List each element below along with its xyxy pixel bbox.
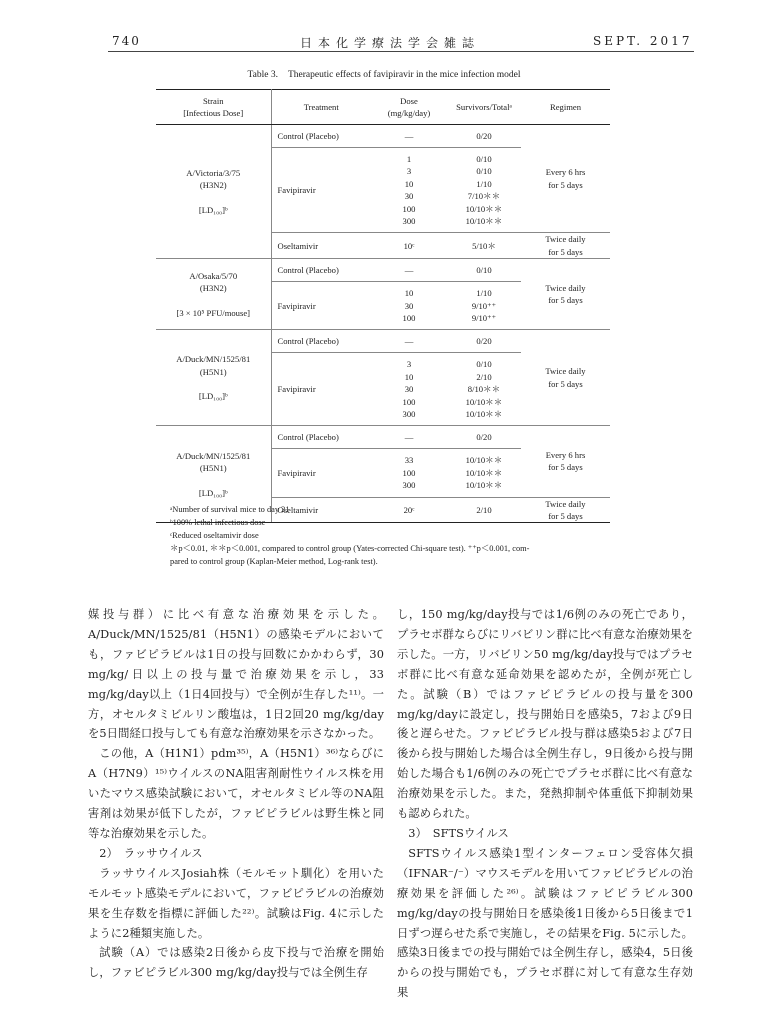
table-row [156,426,610,449]
strain-line: [LD₁₀₀]ᵇ [198,487,228,498]
dose-cell [371,125,447,148]
table-body [156,125,610,523]
strain-line: A/Duck/MN/1525/81 [176,354,251,365]
dose-value: 100 [402,396,416,407]
survivors-value: 8/10＊＊ [467,384,501,395]
paragraph: 試験（A）では感染2日後から皮下投与で治療を開始し，ファビピラビル300 mg/kg/day投与では全例生存 [88,946,384,980]
regimen-line: for 5 days [548,179,583,190]
survivors-value: 10/10＊＊ [465,409,503,419]
strain-cell [156,125,271,259]
strain-line: (H5N1) [199,463,227,474]
survivors-value: 9/10⁺⁺ [471,300,497,311]
header-regimen: Regimen [521,90,610,125]
survivors-value: 1/10 [476,288,492,299]
dose-value: 300 [402,480,416,491]
issue-date: SEPT. 2017 [593,34,693,48]
treatment-cell: Oseltamivir [271,233,371,259]
regimen-line: for 5 days [548,462,583,473]
strain-line: (H3N2) [199,283,227,294]
regimen-line: Every 6 hrs [545,450,586,461]
table-row [156,259,610,282]
regimen-cell [521,233,610,259]
dose-value: 10 [404,371,414,382]
strain-line: [3 × 10⁵ PFU/mouse] [176,307,250,318]
dose-value: 30 [404,384,414,395]
paragraph: この他，A（H1N1）pdm³⁵⁾，A（H5N1）³⁶⁾ならびにA（H7N9）¹⁵⁾ウイルスのNA阻害剤耐性ウイルス株を用いたマウス感染試験において，オセルタミビル等のNA阻害剤は効果が低下したが，ファビピラビルは野生株と同等な治療効果を示した。 [88,747,384,840]
survivors-value: 2/10 [476,504,492,515]
footnote: ＊p＜0.01, ＊＊p＜0.001, compared to control group (Yates-corrected Chi-square test). ⁺⁺p＜0.001, com- [170,544,530,553]
treatment-cell: Control (Placebo) [271,259,371,282]
dose-value: 10 [404,288,414,299]
header-treatment: Treatment [271,90,371,125]
survivors-value: 0/20 [476,336,492,347]
table-header-row [156,90,610,125]
regimen-line: for 5 days [548,510,583,521]
survivors-value: 1/10 [476,178,492,189]
survivors-value: 0/10 [476,166,492,177]
dose-value: 10 [404,178,414,189]
dose-cell [371,330,447,353]
table-caption-title: Therapeutic effects of favipiravir in the mice infection model [287,70,521,80]
dose-value: — [404,432,414,443]
regimen-line: for 5 days [548,378,583,389]
footnote: ᵃNumber of survival mice to day 21 [170,505,290,514]
dose-value: 3 [406,166,412,177]
treatment-cell: Oseltamivir [271,497,371,523]
header-survivors: Survivors/Totalᵃ [447,90,521,125]
dose-cell [371,449,447,497]
header-rule [108,51,694,52]
survivors-value: 0/10 [476,359,492,370]
strain-line: [LD₁₀₀]ᵇ [198,204,228,215]
dose-value: 30 [404,300,414,311]
survivors-cell [447,259,521,282]
section-heading: 3） SFTSウイルス [408,826,509,840]
dose-cell [371,259,447,282]
section-heading: 2） ラッサウイルス [99,846,203,860]
regimen-cell [521,259,610,330]
dose-cell [371,353,447,426]
strain-line: A/Victoria/3/75 [186,167,241,178]
header-strain: Strain [Infectious Dose] [156,90,271,125]
treatment-cell: Control (Placebo) [271,426,371,449]
survivors-value: 7/10＊＊ [467,191,501,202]
header-dose: Dose (mg/kg/day) [371,90,447,125]
table-caption-label: Table 3. [247,70,278,80]
survivors-cell [447,353,521,426]
regimen-cell [521,125,610,233]
survivors-cell [447,282,521,330]
treatment-cell: Control (Placebo) [271,330,371,353]
survivors-cell [447,330,521,353]
regimen-line: Twice daily [545,234,586,245]
treatment-cell: Favipiravir [271,449,371,497]
paragraph: 媒投与群）に比べ有意な治療効果を示した。A/Duck/MN/1525/81（H5N1）の感染モデルにおいても，ファビピラビルは1日の投与回数にかかわらず，30 mg/kg/日以上の投与量で治療効果を示し，33 mg/kg/day以上（1日4回投与）で全例が生存した¹¹⁾。一方，オセルタミビルリン酸塩は，1日2回20 mg/kg/dayを5日間経口投与しても有意な治療効果を示さなかった。 [88,608,384,741]
survivors-cell [447,125,521,148]
regimen-line: for 5 days [548,246,583,257]
table-footnotes [170,503,610,568]
treatment-cell: Control (Placebo) [277,130,339,141]
survivors-value: 10/10＊＊ [465,216,503,226]
survivors-value: 10/10＊＊ [465,455,503,466]
dose-value: 3 [406,359,412,370]
survivors-cell [447,233,521,259]
dose-value: 20ᶜ [403,504,415,515]
survivors-cell [447,426,521,449]
dose-value: 33 [404,455,414,466]
table-row [156,125,610,148]
dose-value: — [404,265,414,275]
paragraph: し，150 mg/kg/day投与では1/6例のみの死亡であり，プラセボ群ならびにリバビリン群に比べ有意な治療効果を示した。一方，リバビリン50 mg/kg/day投与ではプラセボ群に比べ有意な延命効果を認めたが，全例が死亡した。試験（B）ではファビピラビルの投与量を300 mg/kg/dayに設定し，投与開始日を感染5，7および9日後と遅らせた。ファビピラビル投与群は感染5および7日後から投与開始した場合は全例生存し，9日後から投与開始した場合も1/6例のみの死亡でプラセボ群に比べ有意な治療効果を示した。また，発熱抑制や体重低下抑制効果も認められた。 [397,608,693,821]
paragraph: ラッサウイルスJosiah株（モルモット馴化）を用いたモルモット感染モデルにおいて，ファビピラビルの治療効果を生存数を指標に評価した²²⁾。試験はFig. 4に示したように2種類実施した。 [88,866,384,940]
strain-line: (H5N1) [199,366,227,377]
dose-cell [371,426,447,449]
dose-value: — [404,130,414,141]
footnote: ᶜReduced oseltamivir dose [170,531,259,540]
dose-value: 300 [402,409,416,419]
survivors-value: 0/20 [476,432,492,443]
dose-value: 300 [402,216,416,226]
dose-value: 10ᶜ [403,240,415,251]
regimen-line: Twice daily [545,498,586,509]
therapeutic-effects-table [156,89,610,523]
treatment-cell: Favipiravir [271,282,371,330]
survivors-value: 10/10＊＊ [465,467,503,478]
journal-title: 日本化学療法学会雑誌 [300,36,481,50]
regimen-line: for 5 days [548,295,583,306]
footnote: ᵇ100% lethal infectious dose [170,518,266,527]
strain-cell [156,330,271,426]
footnote: pared to control group (Kaplan-Meier method, Log-rank test). [170,557,378,566]
dose-cell [371,233,447,259]
table-caption [0,70,768,80]
page-number: 740 [112,34,141,48]
regimen-cell [521,426,610,497]
regimen-line: Every 6 hrs [545,167,586,178]
treatment-cell: Favipiravir [271,148,371,233]
strain-line: A/Duck/MN/1525/81 [176,450,251,461]
survivors-value: 9/10⁺⁺ [471,313,497,323]
survivors-value: 0/10 [476,153,492,164]
survivors-cell [447,148,521,233]
dose-value: 100 [402,467,416,478]
strain-line: [LD₁₀₀]ᵇ [198,391,228,402]
dose-value: 1 [406,153,412,164]
paragraph: SFTSウイルス感染1型インターフェロン受容体欠損（IFNAR⁻/⁻）マウスモデルを用いてファビピラビルの治療効果を評価した²⁶⁾。試験はファビピラビル300 mg/kg/dayの投与開始日を感染後1日後から5日後まで1日ずつ遅らせた系で実施し，その結果をFig. 5に示した。感染3日後までの投与開始では全例生存し，感染4，5日後からの投与開始でも，プラセボ群に対して有意な生存効果 [397,846,693,1000]
strain-cell [156,259,271,330]
dose-cell [371,282,447,330]
table-row [156,330,610,353]
survivors-value: 2/10 [476,371,492,382]
strain-line: (H3N2) [199,180,227,191]
strain-line: A/Osaka/5/70 [189,270,238,281]
regimen-line: Twice daily [545,282,586,293]
survivors-value: 10/10＊＊ [465,396,503,407]
dose-value: 30 [404,191,414,202]
dose-value: 100 [402,203,416,214]
survivors-cell [447,449,521,497]
body-left-column [88,605,384,983]
dose-cell [371,148,447,233]
dose-value: 100 [402,313,416,323]
survivors-value: 0/20 [476,130,492,141]
survivors-value: 0/10 [476,265,492,275]
regimen-cell [521,330,610,426]
treatment-cell: Favipiravir [271,353,371,426]
survivors-value: 10/10＊＊ [465,480,503,491]
dose-value: — [404,336,414,347]
survivors-value: 10/10＊＊ [465,203,503,214]
regimen-line: Twice daily [545,366,586,377]
survivors-value: 5/10＊ [472,240,496,251]
body-right-column [397,605,693,1003]
